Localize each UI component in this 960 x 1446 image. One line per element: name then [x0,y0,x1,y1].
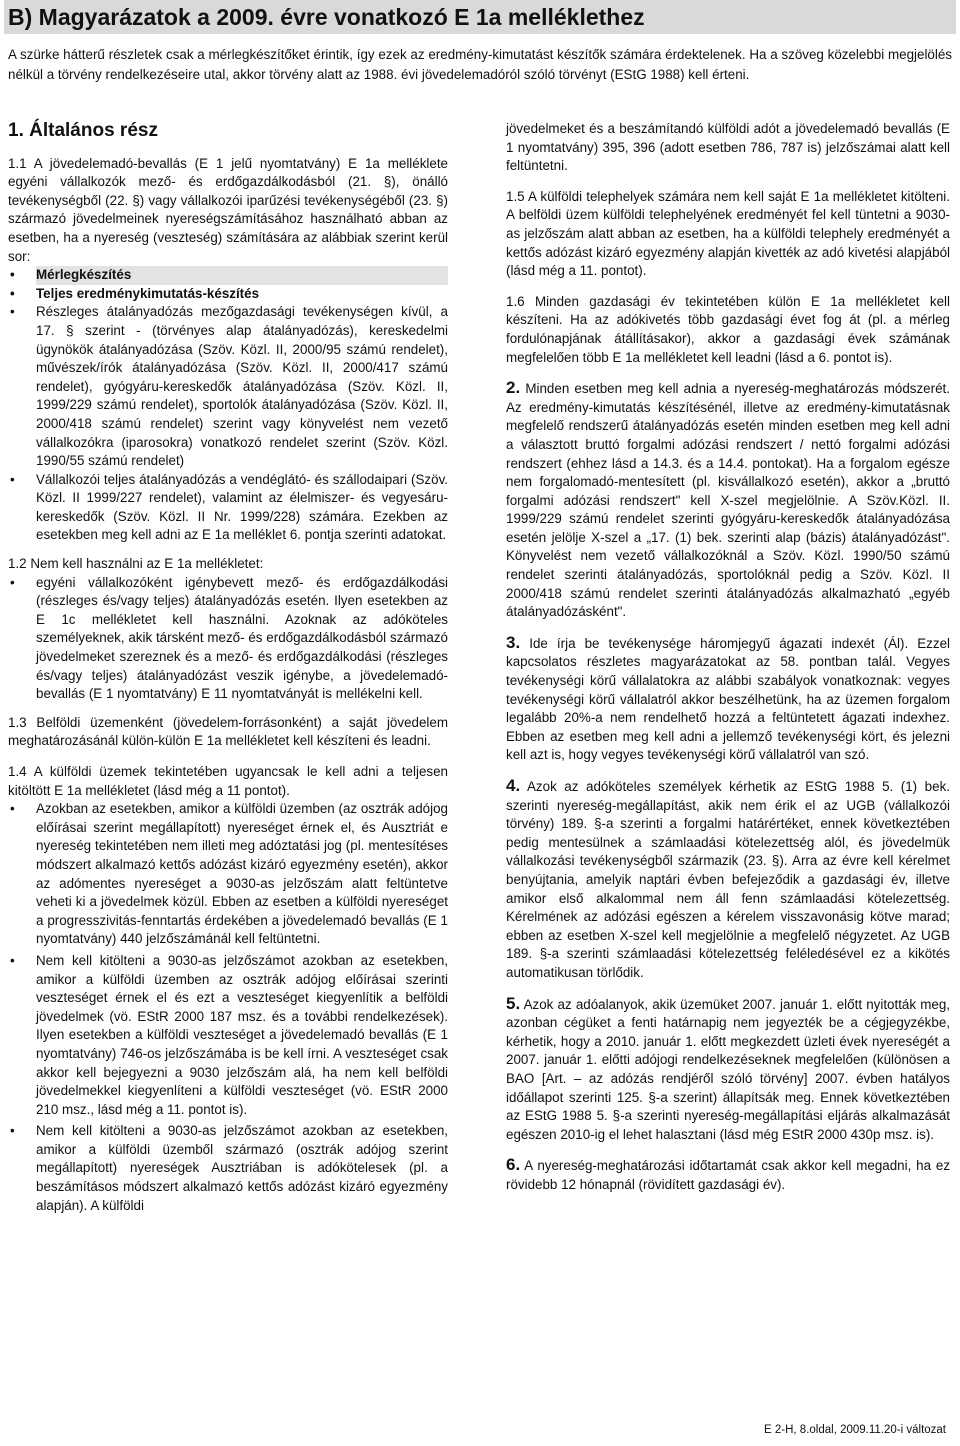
paragraph-1-1: 1.1 A jövedelemadó-bevallás (E 1 jelű nyomtatvány) E 1a melléklete egyéni vállalkozók mező- és erdőgazdálkodásból (21. §), önálló tevékenységből (22. §) vagy vállalkozói iparűzési tevékenységéből (23. §) származó jövedelmeinek nyereségszámításához használható abban az esetben, ha a nyereség (veszteség) számítására az alábbiak szerint kerül sor: [8,155,448,264]
section-number: 6. [506,1155,521,1175]
left-column [8,120,448,1225]
right-column [506,120,950,1206]
bullet-list-1-1 [8,266,448,545]
paragraph-1-3: 1.3 Belföldi üzemenként (jövedelem-forrásonként) a saját jövedelem meghatározásánál külön-külön E 1a mellékletet kell készíteni és leadni. [8,714,448,749]
paragraph-text: Ide írja be tevékenysége háromjegyű ágazati indexét (Ál). Ezzel kapcsolatos részletes magyarázatokat az 58. pontban talál. Vegyes tevékenységi körű vállalatokra az alábbi szabályok vonatkoznak: vegyes tevékenységi körű vállalatról akkor beszélhetünk, ha az üzemen forgalom legalább 20%-a nem rendelhető hozzá a feltüntetett ágazati indexhez. Ebben az esetben meg kell adni a jellemző tevékenységi kört, és jelezni kell azt is, hogy vegyes tevékenységi körű vállalatról van szó. [506,635,950,763]
bullet-list-1-4 [8,800,448,1215]
section-number: 4. [506,776,521,795]
page-footer: E 2-H, 8.oldal, 2009.11.20-i változat [764,1424,946,1436]
paragraph-1-5: 1.5 A külföldi telephelyek számára nem kell saját E 1a mellékletet kitölteni. A belföldi üzem külföldi telephelyének eredményét fel kell tüntetni a 9030-as jelzőszám alatt abban az esetben, ha a külföldi telephely eredményét a kettős adózást kizáró egyezmény alapján kivették az adó kivetési alapjából (lásd még a 11. pontot). [506,188,950,279]
list-item: • Részleges átalányadózás mezőgazdasági tevékenységen kívül, a 17. § szerint - (törvényes alap átalányadózás), kereskedelmi ügynökök átalányadózása (Szöv. Közl. II, 2000/95 számú rendelet), művészek/írók átalányadózása (Szöv. Közl. II, 2000/417 számú rendelet), gyógyáru-kereskedők átalányadózása (Szöv. Közl. II, 1999/229 számú rendelet), sportolók átalányadózása (Szöv. Közl. II, 2000/418 számú rendelet) szerint vagy könyvelést nem vezető vállalkozókra (iparosokra) vonatkozó rendelet szerint (Szöv. Közl. 1990/55 számú rendelet) [36,303,448,470]
intro-paragraph: A szürke hátterű részletek csak a mérlegkészítőket érintik, így ezek az eredmény-kimutatást készítők számára érdektelenek. Ha a szöveg közelebbi megjelölés nélkül a törvény rendelkezéseire utal, akkor törvény alatt az 1988. évi jövedelemadóról szóló törvényt (EStG 1988) kell érteni. [8,47,952,82]
paragraph-4 [506,777,950,983]
paragraph-text: A nyereség-meghatározási időtartamát csak akkor kell megadni, ha ez rövidebb 12 hónapnál (rövidített gazdasági év). [506,1158,951,1192]
section-heading-general: 1. Általános rész [8,120,158,141]
paragraph-3 [506,634,950,765]
page-title: B) Magyarázatok a 2009. évre vonatkozó E 1a melléklethez [4,0,956,34]
paragraph-1-6: 1.6 Minden gazdasági év tekintetében külön E 1a mellékletet kell készíteni. Ha az adókivetés több gazdasági évet fog át (pl. a mérleg fordulónapjának átállításakor), akkor a gazdasági évek számának megfelelően több E 1a mellékletet kell leadni (lásd a 6. pontot is). [506,293,950,365]
paragraph-text: Azok az adóalanyok, akik üzemüket 2007. január 1. előtt nyitották meg, azonban cégüket a fenti határnapig nem jegyezték be a cégjegyzékbe, kérhetik, hogy a 2010. január 1. előtt megkezdett üzleti évek nyereségét a 2007. január 1. előtti adójogi rendelkezéseknek megfelelően (különösen a BAO [Art. – az adózás rendjéről szóló törvény] 2007. évben hatályos időállapot szerinti 125. §-a szerint) állapítsák meg. Ennek következtében az EStG 1988 5. §-a szerinti nyereség-megállapítási eljárás alkalmazását egészen 2010-ig el lehet halasztani (lásd még EStR 2000 430p msz. is). [506,996,950,1142]
paragraph-1-4: 1.4 A külföldi üzemek tekintetében ugyancsak le kell adni a teljesen kitöltött E 1a mellékletet (lásd még a 11 pontot). [8,764,448,798]
list-item: • Nem kell kitölteni a 9030-as jelzőszámot azokban az esetekben, amikor a külföldi üzemben az osztrák adójog előírásai szerinti veszteséget érnek el és ezt a veszteséget kiegyenlítik a belföldi jövedelmek (vö. EStR 2000 187 msz. és a további rendelkezések). Ilyen esetekben a külföldi veszteséget a jövedelemadó bevallás (E 1 nyomtatvány) 746-os jelzőszámába is be kell írni. A veszteséget csak akkor kell bejegyezni a 9030 jelzőszám alá, ha nem kell belföldi jövedelmekkel kiegyenlíteni a külföldi veszteséget (vö. EStR 2000 210 msz., lásd még a 11. pontot is). [36,952,448,1119]
list-item: • Nem kell kitölteni a 9030-as jelzőszámot azokban az esetekben, amikor a külföldi üzemből származó (osztrák adójog szerint megállapított) nyereségek Ausztriában is adókötelesek (pl. a beszámításos módszert alkalmazó kettős adózást kizáró egyezmény alapján). A külföldi [36,1122,448,1215]
paragraph-6 [506,1156,950,1194]
list-item: • Mérlegkészítés [36,266,448,285]
list-item: • egyéni vállalkozóként igénybevett mező- és erdőgazdálkodási (részleges és/vagy teljes) átalányadózás esetén. Ilyen esetekben az E 1c mellékletet kell használni. Azoknak az adóköteles személyeknek, akik társként mező- és erdőgazdálkodásból származó jövedelmeket szereznek és a mező- és erdőgazdálkodási (részleges és/vagy teljes) átalányadózást veszik igénybe, a jövedelemadó-bevallás (E 1 nyomtatvány) E 11 nyomtatványát is mellékelni kell. [36,574,448,704]
section-number: 3. [506,632,521,652]
list-item: • Azokban az esetekben, amikor a külföldi üzemben (az osztrák adójog előírásai szerint megállapított) nyereséget érnek el, és Ausztriát e nyereség tekintetében nem illeti meg adóztatási jog (pl. mentesítéses módszert alkalmazó kettős adózást kizáró egyezmény esetén), akkor az adómentes nyereséget a 9030-as jelzőszám alatt feltüntetve veheti ki a jövedelmek közül. Ebben az esetben a külföldi nyereséget a progresszivitás-fenntartás érdekében a jövedelemadó bevallás (E 1 nyomtatvány) 440 jelzőszámánál kell feltüntetni. [36,800,448,949]
paragraph-1-2: 1.2 Nem kell használni az E 1a mellékletet: [8,556,264,572]
bullet-list-1-2 [8,574,448,704]
section-number: 2. [506,378,521,398]
paragraph-continued: jövedelmeket és a beszámítandó külföldi adót a jövedelemadó bevallás (E 1 nyomtatvány) 395, 396 (adott esetben 786, 787 is) jelzőszámai alatt kell feltüntetni. [506,121,950,174]
list-item: • Teljes eredménykimutatás-készítés [36,285,448,304]
list-item: • Vállalkozói teljes átalányadózás a vendéglátó- és szállodaipari (Szöv. Közl. II 1999/227 rendelet), valamint az élelmiszer- és vegyesáru-kereskedők (Szöv. Közl. II Nr. 1999/228) számára. Ezekben az esetekben meg kell adni az E 1a melléklet 6. pontja szerinti adatokat. [36,471,448,545]
paragraph-2 [506,379,950,622]
paragraph-text: Minden esetben meg kell adnia a nyereség-meghatározás módszerét. Az eredmény-kimutatás készítésénél, illetve az eredmény-kimutatásnak megfelelő rendszerű átalányadózás esetén minden esetben meg kell adni a választott bruttó forgalmi adózási rendszert / nettó forgalmi adózási rendszert (ehhez lásd a 14.3. és a 14.4. pontokat). Ha a forgalom egésze nem forgalomadó-mentesített (pl. kisvállalkozó esetén), akkor a „bruttó forgalmi adózási rendszert" kell X-szel megjelölnie. A Szöv.Közl. II. 1999/229 számú rendelet szerinti gyógyáru-kereskedők átalányadózása esetén jelölje X-szel a „17. (1) bek. szerinti alap (bázis) átalányadózást". Könyvelést nem vezető vállalkozóknál a Szöv. Közl. 1990/50 számú rendelet szerinti átalányadózás, sportolóknál pedig a Szöv. Közl. II 2000/418 számú rendelet szerinti átalányadózás alkalmazható „egyéb átalányadózásként". [506,381,950,620]
section-number: 5. [506,993,521,1013]
paragraph-text: Azok az adóköteles személyek kérhetik az EStG 1988 5. (1) bek. szerinti nyereség-megállapítást, akik nem érik el az UGB (vállalkozói törvény) 189. §-a szerinti a forgalmi határértéket, ennek következtében pedig mentesülnek a számlaadási kötelezettség alól, és jövedelmük vállalkozási tevékenységből származik (23. §). Arra az évre kell kérelmet benyújtania, amelyik naptári évben befejeződik a gazdasági év, illetve amikor első alkalommal nem áll fenn számlaadási kötelezettség. Kérelmének az adózási egészen a kérelem visszavonásig kötve marad; ebben az esetben X-szel kell megjelölnie a megfelelő négyzetet. Az UGB 189. §-a szerinti számlaadási kötelezettség feléledésével ez a kikötés automatikusan törlődik. [506,779,950,980]
paragraph-5 [506,995,950,1145]
